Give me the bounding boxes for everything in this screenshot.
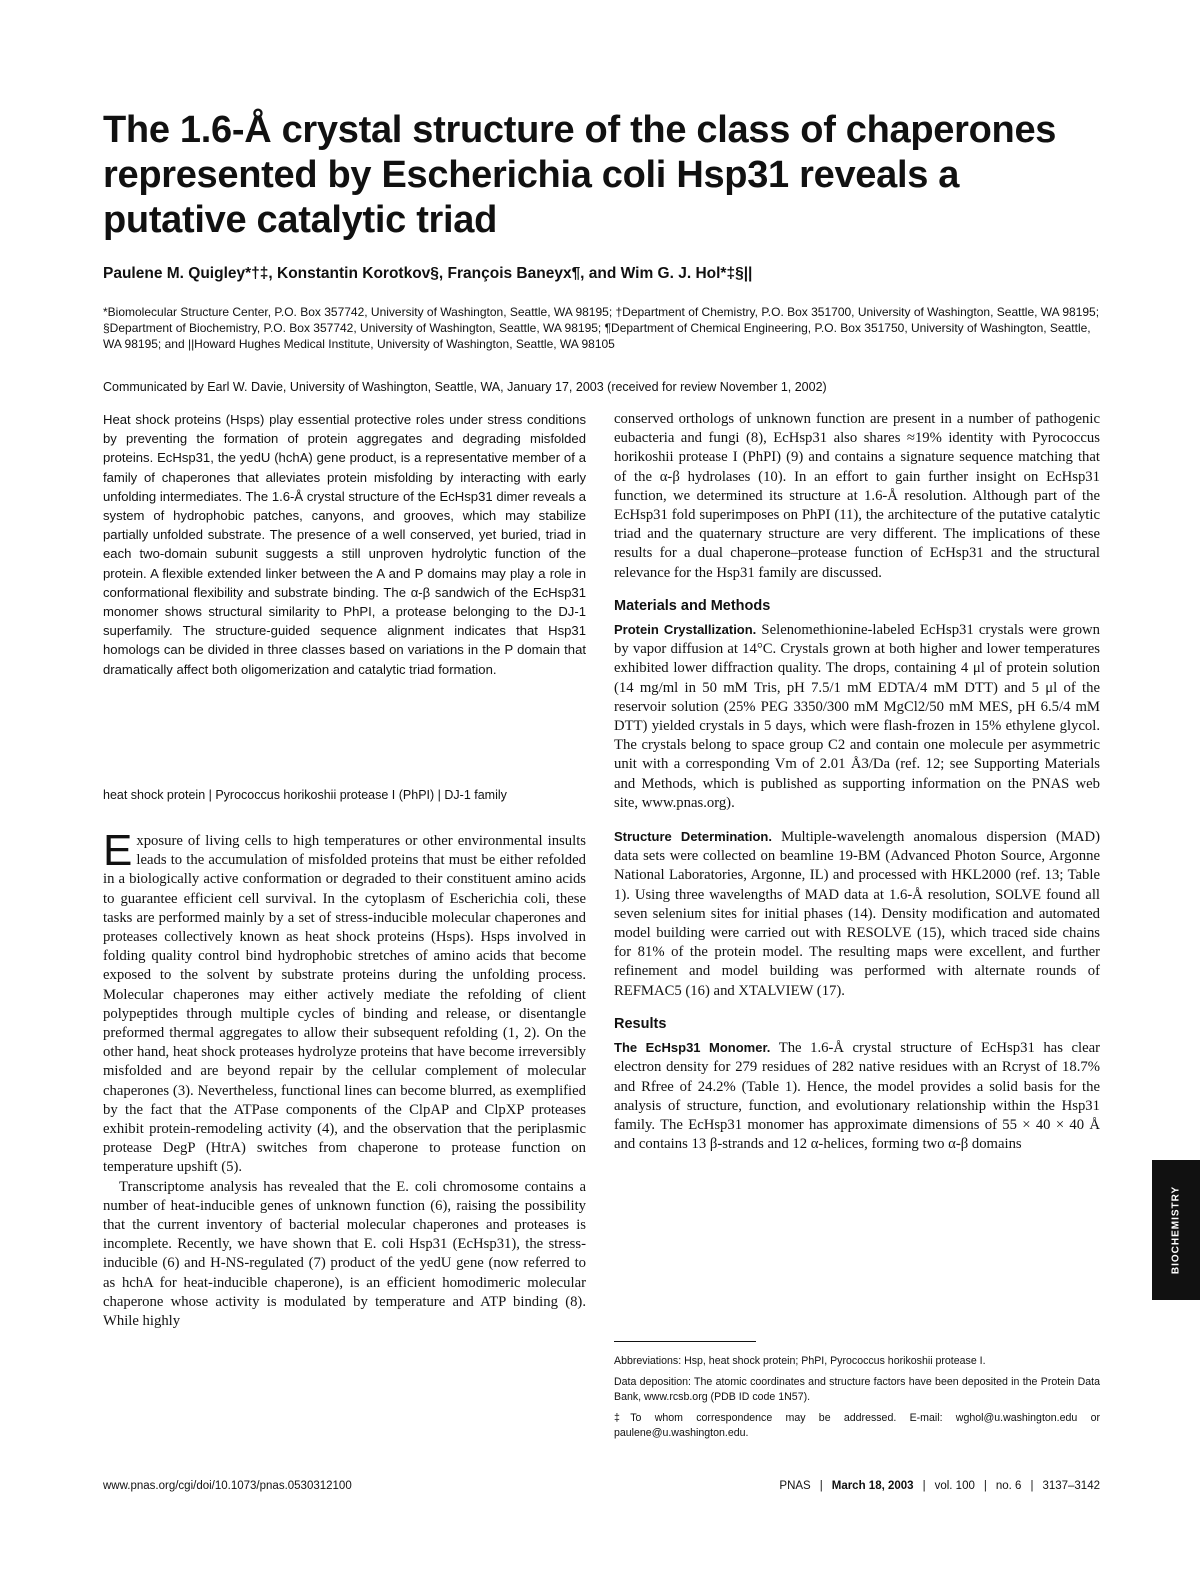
footer-doi: www.pnas.org/cgi/doi/10.1073/pnas.0530312100	[103, 1480, 352, 1492]
intro-p1-text: xposure of living cells to high temperatures or other environmental insults leads to the accumulation of misfolded proteins that must be either refolded in a biologically active conformation or degraded to their constituent amino acids to guarantee efficient cell survival. In the cytoplasm of Escherichia coli, these tasks are performed mainly by a set of stress-inducible molecular chaperones and proteases collectively known as heat shock proteins (Hsps). Hsps involved in folding quality control bind hydrophobic stretches of amino acids that become exposed to the solvent by substrate proteins during the unfolding process. Molecular chaperones may either actively mediate the refolding of client polypeptides through multiple cycles of binding and release, or disentangle preformed thermal aggregates to allow their subsequent refolding (1, 2). On the other hand, heat shock proteases hydrolyze proteins that have become irreversibly misfolded and are beyond repair by the cellular complement of molecular chaperones (3). Nevertheless, functional lines can become blurred, as exemplified by the fact that the ATPase components of the ClpAP and ClpXP proteases exhibit protein-remodeling activity (4), and the observation that the periplasmic protease DegP (HtrA) switches from chaperone to protease function on temperature upshift (5).	[103, 833, 586, 1176]
introduction	[103, 826, 586, 1331]
footer-issue: no. 6	[995, 1480, 1022, 1492]
abstract: Heat shock proteins (Hsps) play essential protective roles under stress conditions by preventing the formation of protein aggregates and degrading misfolded proteins. EcHsp31, the yedU (hchA) gene product, is a representative member of a family of chaperones that alleviates protein misfolding by interacting with early unfolding intermediates. The 1.6-Å crystal structure of the EcHsp31 dimer reveals a system of hydrophobic patches, canyons, and grooves, which may stabilize partially unfolded substrate. The presence of a well conserved, yet buried, triad in each two-domain subunit suggests a still unproven hydrolytic function of the protein. A flexible extended linker between the A and P domains may play a role in conformational flexibility and substrate binding. The α-β sandwich of the EcHsp31 monomer shows structural similarity to PhPI, a protease belonging to the DJ-1 superfamily. The structure-guided sequence alignment indicates that Hsp31 homologs can be divided in three classes based on variations in the P domain that dramatically affect both oligomerization and catalytic triad formation.	[103, 412, 586, 677]
crystallization-text: Selenomethionine-labeled EcHsp31 crystals were grown by vapor diffusion at 14°C. Crystals grown at both higher and lower temperatures exhibited lower diffraction quality. The drops, containing 4 μl of protein solution (14 mg/ml in 50 mM Tris, pH 7.5/1 mM EDTA/4 mM DTT) and 5 μl of the reservoir solution (25% PEG 3350/300 mM MgCl2/50 mM MES, pH 6.5/4 mM DTT) yielded crystals in 5 days, which were flash-frozen in 15% ethylene glycol. The crystals belong to space group C2 and contain one molecule per asymmetric unit with a corresponding Vm of 2.01 Å3/Da (ref. 12; see Supporting Materials and Methods, which is published as supporting information on the PNAS web site, www.pnas.org).	[614, 622, 1100, 811]
footer-pages: 3137–3142	[1042, 1480, 1100, 1492]
communicated-line: Communicated by Earl W. Davie, University of Washington, Seattle, WA, January 17, 2003 (received for review November 1, 2002)	[103, 380, 827, 394]
section-tab-label: BIOCHEMISTRY	[1170, 1185, 1182, 1275]
footer-citation: PNAS | March 18, 2003 | vol. 100 | no. 6 | 3137–3142	[779, 1480, 1100, 1492]
author-list: Paulene M. Quigley*†‡, Konstantin Korotkov§, François Baneyx¶, and Wim G. J. Hol*‡§||	[103, 265, 753, 282]
intro-paragraph-1	[103, 826, 586, 1178]
monomer-text: The 1.6-Å crystal structure of EcHsp31 has clear electron density for 279 residues of 282 native residues with an Rcryst of 18.7% and Rfree of 24.2% (Table 1). Hence, the model provides a solid basis for the analysis of structure, function, and evolutionary relationship within the Hsp31 family. The EcHsp31 monomer has approximate dimensions of 55 × 40 × 40 Å and contains 13 β-strands and 12 α-helices, forming two α-β domains	[614, 1040, 1100, 1153]
footnotes	[614, 1354, 1100, 1447]
crystallization-paragraph	[614, 620, 1100, 813]
affiliations: *Biomolecular Structure Center, P.O. Box 357742, University of Washington, Seattle, WA 98195; †Department of Chemistry, P.O. Box 351700, University of Washington, Seattle, WA 98195; §Department of Biochemistry, P.O. Box 357742, University of Washington, Seattle, WA 98195; ¶Department of Chemical Engineering, P.O. Box 351750, University of Washington, Seattle, WA 98195; and ||Howard Hughes Medical Institute, University of Washington, Seattle, WA 98105	[103, 305, 1100, 351]
monomer-heading: The EcHsp31 Monomer.	[614, 1040, 771, 1056]
drop-cap: E	[103, 826, 133, 875]
intro-paragraph-2: Transcriptome analysis has revealed that the E. coli chromosome contains a number of heat-inducible genes of unknown function (6), raising the possibility that the current inventory of bacterial molecular chaperones and proteases is incomplete. Recently, we have shown that E. coli Hsp31 (EcHsp31), the stress-inducible (6) and H-NS-regulated (7) product of the yedU gene (now referred to as hchA for heat-inducible chaperone), is an efficient homodimeric molecular chaperone whose activity is modulated by temperature and ATP binding (8). While highly	[103, 1178, 586, 1330]
crystallization-heading: Protein Crystallization.	[614, 622, 757, 638]
right-column	[614, 410, 1100, 1154]
structure-heading: Structure Determination.	[614, 829, 772, 845]
paper-title: The 1.6-Å crystal structure of the class of chaperones represented by Escherichia coli Hsp31 reveals a putative catalytic triad	[103, 109, 1057, 241]
monomer-paragraph	[614, 1038, 1100, 1154]
methods-heading: Materials and Methods	[614, 597, 771, 614]
footer-volume: vol. 100	[934, 1480, 975, 1492]
footer-date: March 18, 2003	[831, 1480, 914, 1492]
structure-paragraph	[614, 827, 1100, 1001]
footnote-abbreviations: Abbreviations: Hsp, heat shock protein; PhPI, Pyrococcus horikoshii protease I.	[614, 1355, 986, 1367]
footer-journal-name: PNAS	[779, 1480, 811, 1492]
results-heading: Results	[614, 1015, 667, 1032]
section-tab	[1152, 1160, 1200, 1300]
footnote-data-deposition: Data deposition: The atomic coordinates and structure factors have been deposited in the Protein Data Bank, www.rcsb.org (PDB ID code 1N57).	[614, 1375, 1100, 1403]
structure-text: Multiple-wavelength anomalous dispersion (MAD) data sets were collected on beamline 19-BM (Advanced Photon Source, Argonne National Laboratories, Argonne, IL) and processed with HKL2000 (ref. 13; Table 1). Using three wavelengths of MAD data at 1.6-Å resolution, SOLVE found all seven selenium sites for initial phases (14). Density modification and automated model building were carried out with RESOLVE (15), which traced side chains for 81% of the protein model. The resulting maps were excellent, and further refinement and model building was performed with alternate rounds of REFMAC5 (16) and XTALVIEW (17).	[614, 829, 1101, 999]
footnote-rule	[614, 1341, 756, 1342]
intro-continuation: conserved orthologs of unknown function are present in a number of pathogenic eubacteria and fungi (8), EcHsp31 also shares ≈19% identity with Pyrococcus horikoshii protease I (PhPI) (9) and contains a signature sequence matching that of the α-β hydrolases (10). In an effort to gain further insight on EcHsp31 function, we determined its structure at 1.6-Å resolution. Although part of the EcHsp31 fold superimposes on PhPI (11), the architecture of the putative catalytic triad and the quaternary structure are very different. The implications of these results for a dual chaperone–protease function of EcHsp31 and the structural relevance for the Hsp31 family are discussed.	[614, 411, 1100, 581]
footnote-correspondence: ‡To whom correspondence may be addressed. E-mail: wghol@u.washington.edu or paulene@u.washington.edu.	[614, 1411, 1100, 1439]
keywords: heat shock protein | Pyrococcus horikoshii protease I (PhPI) | DJ-1 family	[103, 788, 507, 802]
